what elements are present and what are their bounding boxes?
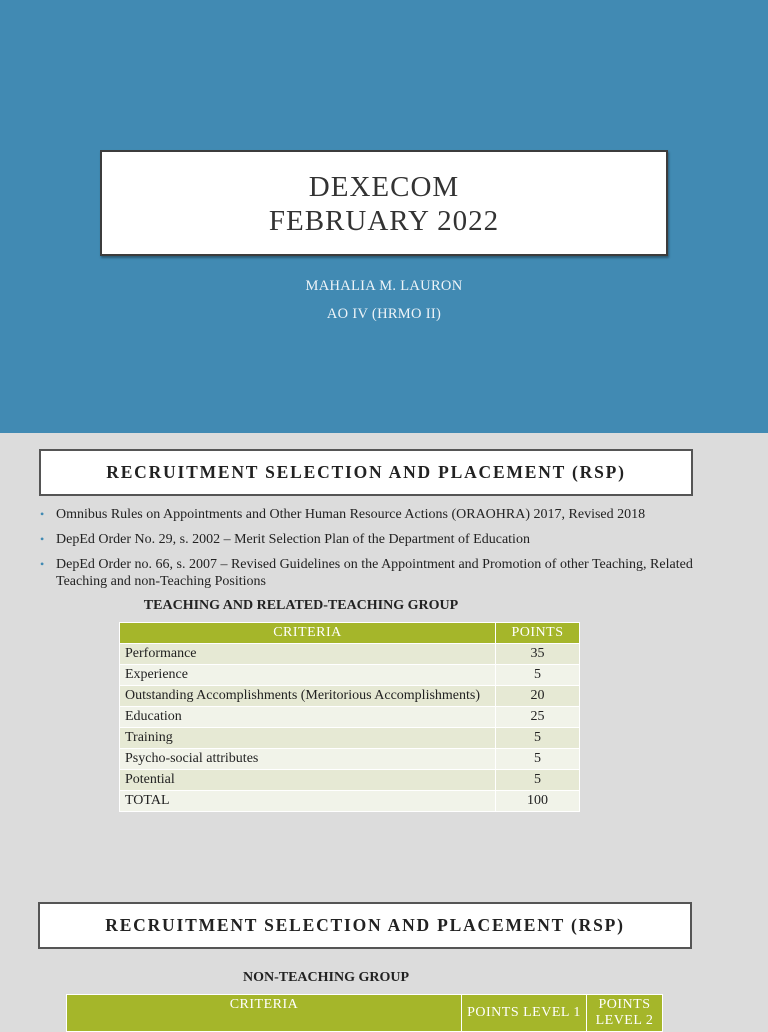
points-cell: 5 <box>496 665 580 686</box>
criteria-cell: Performance <box>120 644 496 665</box>
presenter-name: MAHALIA M. LAURON <box>305 278 463 294</box>
column-header-points-level-2: POINTS LEVEL 2 <box>587 995 663 1032</box>
slide-subtitle-date: FEBRUARY 2022 <box>268 205 500 237</box>
list-item-text: DepEd Order no. 66, s. 2007 – Revised Guidelines on the Appointment and Promotion of other Teaching, Related Teaching and non-Teaching Positions <box>56 557 693 589</box>
table-row <box>120 749 580 770</box>
bullet-icon: • <box>40 532 45 546</box>
criteria-cell: Experience <box>120 665 496 686</box>
criteria-table <box>119 622 580 812</box>
column-header-points-level-1: POINTS LEVEL 1 <box>462 995 587 1032</box>
slide-title: DEXECOM <box>308 171 460 203</box>
points-cell: 20 <box>496 686 580 707</box>
criteria-cell: Outstanding Accomplishments (Meritorious Accomplishments) <box>120 686 496 707</box>
criteria-table-2 <box>66 994 663 1032</box>
title-slide <box>0 0 768 433</box>
column-header-points: POINTS <box>496 623 580 644</box>
table-row-total <box>120 791 580 812</box>
title-box <box>100 150 668 256</box>
table-row <box>120 728 580 749</box>
points-cell: 5 <box>496 749 580 770</box>
table-header-row <box>67 995 663 1032</box>
list-item-text: DepEd Order No. 29, s. 2002 – Merit Selection Plan of the Department of Education <box>56 532 530 547</box>
points-cell: 5 <box>496 728 580 749</box>
points-cell: 25 <box>496 707 580 728</box>
list-item <box>40 506 730 523</box>
points-cell: 5 <box>496 770 580 791</box>
list-item <box>40 556 730 590</box>
group-title: TEACHING AND RELATED-TEACHING GROUP <box>143 598 459 613</box>
points-cell: 35 <box>496 644 580 665</box>
table-row <box>120 707 580 728</box>
presenter-position: AO IV (HRMO II) <box>326 306 442 322</box>
rsp-heading-2: RECRUITMENT SELECTION AND PLACEMENT (RSP) <box>38 902 692 949</box>
table-row <box>120 686 580 707</box>
reference-list <box>40 506 730 598</box>
bullet-icon: • <box>40 507 45 521</box>
criteria-cell-total: TOTAL <box>120 791 496 812</box>
table-row <box>120 665 580 686</box>
column-header-criteria: CRITERIA <box>120 623 496 644</box>
criteria-cell: Psycho-social attributes <box>120 749 496 770</box>
criteria-cell: Training <box>120 728 496 749</box>
points-cell-total: 100 <box>496 791 580 812</box>
list-item-text: Omnibus Rules on Appointments and Other Human Resource Actions (ORAOHRA) 2017, Revised 2018 <box>56 507 646 522</box>
criteria-cell: Education <box>120 707 496 728</box>
table-header-row <box>120 623 580 644</box>
group-title-2: NON-TEACHING GROUP <box>242 970 410 985</box>
rsp-heading: RECRUITMENT SELECTION AND PLACEMENT (RSP) <box>39 449 693 496</box>
column-header-criteria: CRITERIA <box>67 995 462 1032</box>
criteria-cell: Potential <box>120 770 496 791</box>
table-row <box>120 644 580 665</box>
bullet-icon: • <box>40 557 45 571</box>
list-item <box>40 531 730 548</box>
table-row <box>120 770 580 791</box>
